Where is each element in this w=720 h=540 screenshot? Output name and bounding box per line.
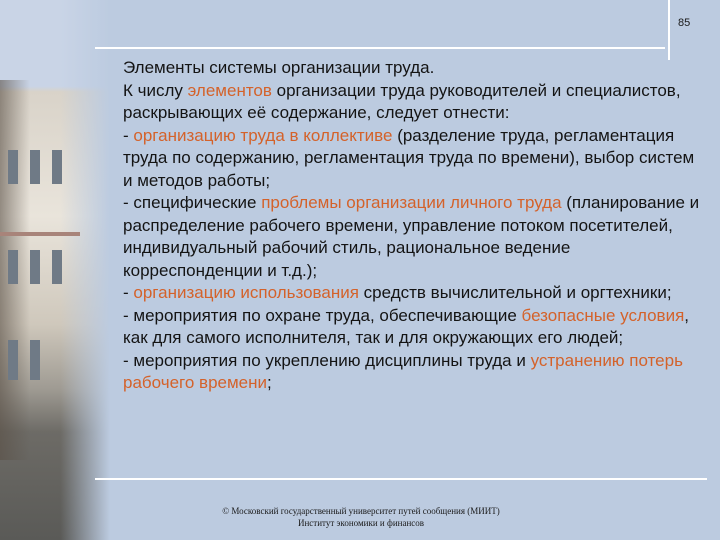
building-window — [52, 150, 62, 184]
slide-title: Элементы системы организации труда. — [123, 58, 435, 77]
item-highlight: безопасные условия — [521, 305, 685, 325]
footer — [96, 505, 626, 529]
item-highlight: устранению потерь рабочего времени — [123, 350, 683, 392]
intro-paragraph: К числу элементов организации труда руководителей и специалистов, раскрывающих её содержание, следует отнести: — [123, 80, 681, 122]
footer-copyright: © Московский государственный университет путей сообщения (МИИТ) — [222, 506, 500, 516]
background-photo-building — [0, 0, 110, 540]
slide-body — [96, 57, 708, 395]
building-window — [8, 150, 18, 184]
page-number: 85 — [678, 17, 691, 29]
list-item: - организацию использования средств вычислительной и оргтехники; — [123, 283, 672, 302]
item-highlight: проблемы организации личного труда — [261, 193, 562, 212]
intro-highlight: элементов — [187, 80, 272, 100]
footer-rule — [95, 478, 707, 480]
list-item: - специфические проблемы организации личного труда (планирование и распределение рабочего времени, управление потоком посетителей, индивидуальный рабочий стиль, рациональное ведение корреспонденции и т.д.); — [123, 193, 700, 280]
building-cornice — [0, 232, 80, 236]
item-highlight: организацию труда в коллективе — [133, 125, 393, 145]
header-divider — [668, 0, 670, 60]
building-window — [30, 150, 40, 184]
list-item: - мероприятия по охране труда, обеспечивающие безопасные условия, как для самого исполнителя, так и для окружающих его людей; — [123, 305, 690, 347]
item-highlight: организацию использования — [133, 283, 359, 302]
header-rule — [95, 47, 665, 49]
list-item: - мероприятия по укреплению дисциплины труда и устранению потерь рабочего времени; — [123, 350, 683, 392]
building-window — [52, 250, 62, 284]
building-window — [30, 250, 40, 284]
list-item: - организацию труда в коллективе (разделение труда, регламентация труда по содержанию, регламентация труда по времени), выбор систем и методов работы; — [123, 125, 695, 190]
building-window — [8, 340, 18, 380]
building-window — [8, 250, 18, 284]
footer-institute: Институт экономики и финансов — [297, 518, 425, 528]
building-window — [30, 340, 40, 380]
